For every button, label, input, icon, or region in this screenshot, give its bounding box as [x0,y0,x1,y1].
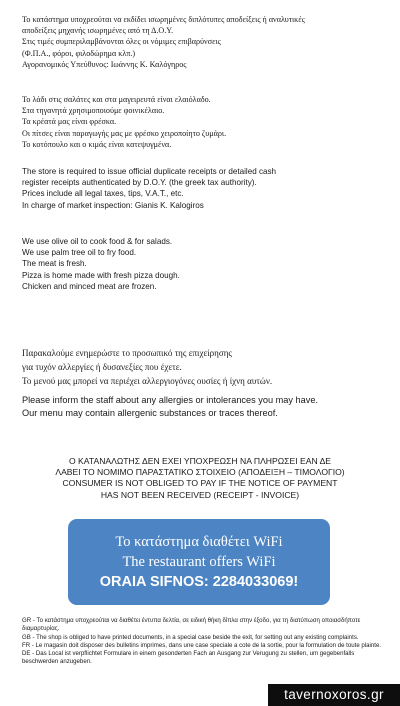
text-line: Αγορανομικός Υπεύθυνος: Ιωάννης Κ. Καλόγηρος [22,59,187,69]
text-line: FR - Le magasin doit disposer des bulletins imprimes, dans une case speciale a cote de la sortie, pour la formulation de toute plainte. [22,641,382,649]
consumer-payment-notice [20,456,380,501]
text-line: GB - The shop is obliged to have printed documents, in a special case beside the exit, for setting out any existing complaints. [22,633,359,641]
greek-food-info [22,94,386,150]
text-line: για τυχόν αλλεργίες ή δυσανεξίες που έχετε. [22,362,182,372]
text-line: register receipts authenticated by D.O.Y. (the greek tax authority). [22,178,257,188]
wifi-network-line: ORAIA SIFNOS: 2284033069! [99,574,299,590]
complaints-notice [22,617,386,667]
wifi-greek-line: Το κατάστημα διαθέτει WiFi [115,534,283,550]
greek-tax-notice [22,14,386,70]
text-line: The meat is fresh. [22,259,87,269]
english-food-info [22,236,386,292]
text-line: Το κοτόπουλο και ο κιμάς είναι κατεψυγμένα. [22,139,172,149]
text-line: Τα κρέατά μας είναι φρέσκα. [22,117,117,127]
brand-watermark: tavernoxoros.gr [268,684,400,706]
text-line: ΛΑΒΕΙ ΤΟ ΝΟΜΙΜΟ ΠΑΡΑΣΤΑΤΙΚΟ ΣΤΟΙΧΕΙΟ (ΑΠΟΔΕΙΞΗ – ΤΙΜΟΛΟΓΙΟ) [55,467,345,478]
text-line: Οι πίτσες είναι παραγωγής μας με φρέσκο χειροποίητο ζυμάρι. [22,128,227,138]
text-line: Chicken and minced meat are frozen. [22,281,157,291]
text-line: DE - Das Local ist verpflichtet Formulare in einem gesonderten Fach an Ausgang zur Verugung zu stellen, um gegebenfalls beschwerden anzugeben. [22,650,355,666]
wifi-english-line: The restaurant offers WiFi [122,554,276,570]
text-line: GR - Το κατάστημα υποχρεούται να διαθέτει έντυπα δελτία, σε ειδική θήκη δίπλα στην έξοδο, για τη διατύπωση οποιασδήποτε διαμαρτυρίας. [22,617,361,633]
text-line: HAS NOT BEEN RECEIVED (RECEIPT - INVOICE) [100,489,300,500]
text-line: Our menu may contain allergenic substances or traces thereof. [22,407,278,418]
text-line: Prices include all legal taxes, tips, V.A.T., etc. [22,189,184,199]
text-line: In charge of market inspection: Gianis K. Kalogiros [22,200,204,210]
text-line: Please inform the staff about any allergies or intolerances you may have. [22,395,319,405]
allergy-notice-english [22,394,386,419]
wifi-info-box [68,519,330,605]
text-line: Το μενού μας μπορεί να περιέχει αλλεργιογόνες ουσίες ή ίχνη αυτών. [22,376,273,386]
text-line: We use olive oil to cook food & for salads. [22,237,173,246]
text-line: Παρακαλούμε ενημερώστε το προσωπικό της επιχείρησης [22,348,232,358]
text-line: Το λάδι στις σαλάτες και στα μαγειρευτά είναι ελαιόλαδο. [22,95,211,104]
text-line: Στις τιμές συμπεριλαμβάνονται όλες οι νόμιμες επιβαρύνσεις [22,37,221,47]
text-line: The store is required to issue official duplicate receipts or detailed cash [22,167,277,176]
text-line: We use palm tree oil to fry food. [22,248,137,258]
text-line: αποδείξεις μηχανής ισωρημένες από τη Δ.Ο.Υ. [22,26,174,36]
text-line: Ο ΚΑΤΑΝΑΛΩΤΗΣ ΔΕΝ ΕΧΕΙ ΥΠΟΧΡΕΩΣΗ ΝΑ ΠΛΗΡΩΣΕΙ ΕΑΝ ΔΕ [68,456,332,466]
text-line: Pizza is home made with fresh pizza dough. [22,270,180,280]
text-line: Στα τηγανητά χρησιμοποιούμε φοινικέλαιο. [22,106,165,116]
english-tax-notice [22,166,386,211]
text-line: Το κατάστημα υποχρεούται να εκδίδει ισωρημένες διπλότυπες αποδείξεις ή αναλυτικές [22,15,305,24]
text-line: (Φ.Π.Α., φόροι, φιλοδώρημα κλπ.) [22,48,136,58]
text-line: CONSUMER IS NOT OBLIGED TO PAY IF THE NOTICE OF PAYMENT [62,478,338,489]
allergy-notice-greek [22,346,386,388]
